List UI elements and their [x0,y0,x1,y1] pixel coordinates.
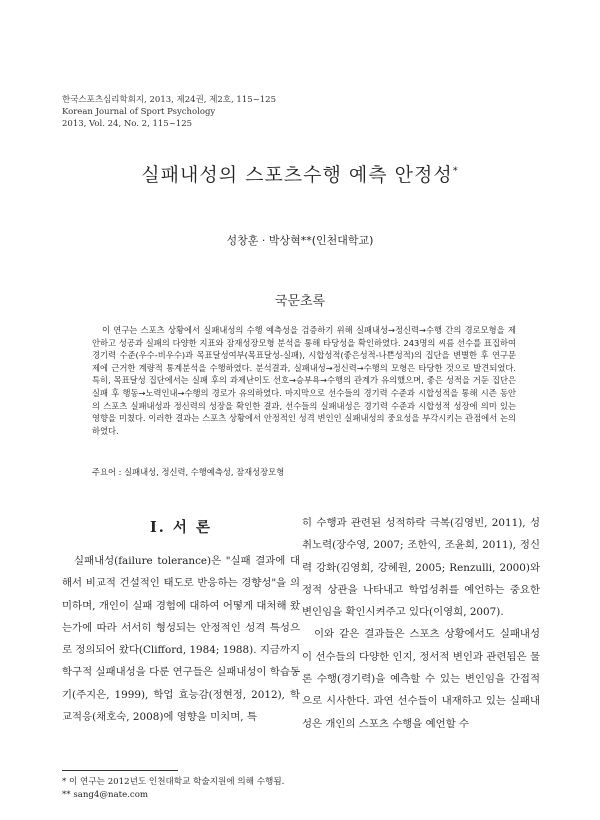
left-column-paragraph: 실패내성(failure tolerance)은 "실패 결과에 대해서 비교적 건설적인 태도로 반응하는 경향성"을 의미하며, 개인이 실패 경험에 대하여 어떻게 대처해 왔는가에 따라 서서히 형성되는 안정적인 성격 특성으로 정의되어 왔다(Clifford, 1984; 1988). 지금까지 학구적 실패내성을 다룬 연구들은 실패내성이 학습동기(주지은, 1999), 학업 효능감(정현정, 2012), 학교적응(채호숙, 2008)에 영향을 미치며, 특 [62,555,300,724]
right-column-paragraph-2: 이와 같은 결과들은 스포츠 상황에서도 실패내성이 선수들의 다양한 인지, 정서적 변인과 관련됨은 물론 수행(경기력)을 예측할 수 있는 변인임을 간접적으로 시사한다. 과연 선수들이 내재하고 있는 실패내성은 개인의 스포츠 수행을 예언할 수 [302,628,540,730]
section-heading-introduction: Ⅰ. 서 론 [150,519,212,536]
journal-name-english: Korean Journal of Sport Psychology [62,107,216,117]
right-column-paragraph-1: 히 수행과 관련된 성적하락 극복(김영빈, 2011), 성취노력(장수영, 2007; 조한익, 조윤희, 2011), 정신력 강화(김영희, 강혜원, 2005; Renzulli, 2000)와 정적 상관을 나타내고 학업성취를 예언하는 중요한 변인임을 확인시켜주고 있다(이영희, 2007). [302,517,540,619]
paper-title-text: 실패내성의 스포츠수행 예측 안정성 [141,164,453,186]
journal-citation-korean: 한국스포츠심리학회지, 2013, 제24권, 제2호, 115~125 [62,95,276,105]
journal-header [62,94,276,130]
footnote-email: ** sang4@nate.com [62,790,149,800]
footnote-funding: * 이 연구는 2012년도 인천대학교 학술지원에 의해 수행됨. [62,777,285,787]
footnotes [62,776,284,802]
abstract-heading: 국문초록 [274,294,326,309]
keywords: 주요어 : 실패내성, 정신력, 수행예측성, 잠재성장모형 [92,467,285,477]
footnote-divider [62,770,178,771]
title-footnote-mark: * [452,165,459,177]
left-column [62,512,300,728]
paper-title [0,160,600,187]
right-column [302,512,540,735]
abstract-text: 이 연구는 스포츠 상황에서 실패내성의 수행 예측성을 검증하기 위해 실패내성→정신력→수행 간의 경로모형을 제안하고 성공과 실패의 다양한 지표와 잠재성장모형 분석을 통해 타당성을 확인하였다. 243명의 씨름 선수를 표집하여 경기력 수준(우수-비우수)과 목표달성여부(목표달성-실패), 시합성적(좋은성적-나쁜성적)의 집단을 변별한 후 연구문제에 근거한 계량적 통계분석을 수행하였다. 분석결과, 실패내성→정신력→수행의 모형은 타당한 것으로 발견되었다. 특히, 목표달성 집단에서는 실패 후의 과제난이도 선호→승부욕→수행의 관계가 유의했으며, 좋은 성적을 거둔 집단은 실패 후 행동→노력인내→수행의 경로가 유의하였다. 마지막으로 선수들의 경기력 수준과 시합성적을 통해 시즌 동안의 스포츠 실패내성과 정신력의 성장을 확인한 결과, 선수들의 실패내성은 경기력 수준과 시합성적 성장에 의미 있는 영향을 미쳤다. 이러한 결과는 스포츠 상황에서 안정적인 성격 변인인 실패내성의 중요성을 부각시키는 관점에서 논의하였다. [92,325,516,436]
abstract [92,324,516,437]
authors: 성창훈 · 박상혁**(인천대학교) [226,234,374,247]
journal-citation-english: 2013, Vol. 24, No. 2, 115~125 [62,119,193,129]
